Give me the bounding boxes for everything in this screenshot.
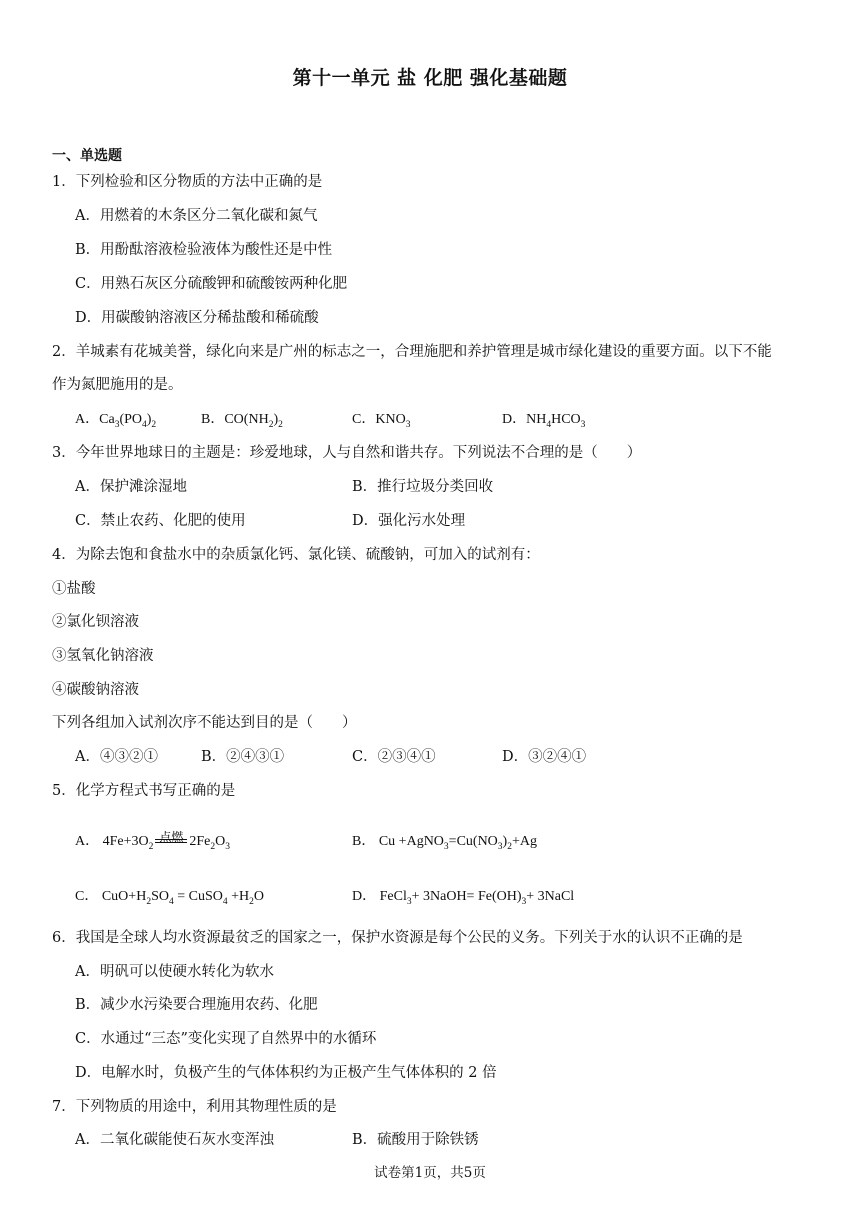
question-1-option-c[interactable]: C．用熟石灰区分硫酸钾和硫酸铵两种化肥 xyxy=(75,276,348,292)
question-5-option-a[interactable]: A． $4Fe+3O_2$ 点燃 $2Fe_2O_3$ xyxy=(75,830,231,852)
question-4-reagent-1: ①盐酸 xyxy=(52,581,96,597)
question-2-stem-line1: 2．羊城素有花城美誉，绿化向来是广州的标志之一，合理施肥和养护管理是城市绿化建设的重要方面。以下不能 xyxy=(52,344,772,360)
question-3-option-b[interactable]: B．推行垃圾分类回收 xyxy=(352,479,494,495)
question-4-reagent-2: ②氯化钡溶液 xyxy=(52,614,139,630)
question-3-option-c[interactable]: C．禁止农药、化肥的使用 xyxy=(75,513,246,529)
question-5-option-b[interactable]: B． $Cu +AgNO_3=Cu(NO_3)_2+Ag$ xyxy=(352,834,537,852)
page-title: 第十一单元 盐 化肥 强化基础题 xyxy=(292,67,568,89)
question-4-ask: 下列各组加入试剂次序不能达到目的是（ ） xyxy=(52,715,357,731)
question-6-option-d[interactable]: D．电解水时，负极产生的气体体积约为正极产生气体体积的 2 倍 xyxy=(75,1065,497,1081)
question-7-option-a[interactable]: A．二氧化碳能使石灰水变浑浊 xyxy=(75,1132,274,1148)
question-6-option-c[interactable]: C．水通过“三态”变化实现了自然界中的水循环 xyxy=(75,1031,377,1047)
question-5-option-d[interactable]: D． FeCl$_3$+ 3NaOH= $Fe(OH)_3+$ 3NaCl xyxy=(352,889,575,907)
question-7-option-b[interactable]: B．硫酸用于除铁锈 xyxy=(352,1132,479,1148)
question-4-option-b[interactable]: B．②④③① xyxy=(201,749,285,765)
question-6-stem: 6．我国是全球人均水资源最贫乏的国家之一，保护水资源是每个公民的义务。下列关于水的认识不正确的是 xyxy=(52,930,743,946)
question-4-option-c[interactable]: C．②③④① xyxy=(352,749,436,765)
question-7-stem: 7．下列物质的用途中，利用其物理性质的是 xyxy=(52,1099,337,1115)
question-2-option-c[interactable]: C．$KNO_3$ xyxy=(352,412,411,430)
question-1-stem: 1．下列检验和区分物质的方法中正确的是 xyxy=(52,174,323,190)
page-footer: 试卷第1页，共5页 xyxy=(374,1165,486,1181)
question-1-option-a[interactable]: A．用燃着的木条区分二氧化碳和氮气 xyxy=(75,208,318,224)
question-6-option-b[interactable]: B．减少水污染要合理施用农药、化肥 xyxy=(75,997,318,1013)
question-3-option-a[interactable]: A．保护滩涂湿地 xyxy=(75,479,187,495)
question-4-stem: 4．为除去饱和食盐水中的杂质氯化钙、氯化镁、硫酸钠，可加入的试剂有： xyxy=(52,547,540,563)
question-2-option-b[interactable]: B．$CO(NH_2)_2$ xyxy=(201,412,283,430)
question-6-option-a[interactable]: A．明矾可以使硬水转化为软水 xyxy=(75,964,274,980)
question-4-reagent-4: ④碳酸钠溶液 xyxy=(52,682,139,698)
question-3-option-d[interactable]: D．强化污水处理 xyxy=(352,513,466,529)
question-4-option-d[interactable]: D．③②④① xyxy=(502,749,587,765)
question-2-option-d[interactable]: D．$NH_4HCO_3$ xyxy=(502,412,586,430)
question-4-option-a[interactable]: A．④③②① xyxy=(75,749,158,765)
question-1-option-d[interactable]: D．用碳酸钠溶液区分稀盐酸和稀硫酸 xyxy=(75,310,319,326)
question-3-stem: 3．今年世界地球日的主题是：珍爱地球，人与自然和谐共存。下列说法不合理的是（ ） xyxy=(52,445,642,461)
section-heading: 一、单选题 xyxy=(52,148,122,164)
question-5-option-c[interactable]: C． $CuO+H_2SO_4$ = CuSO$_4$ $+H_2O$ xyxy=(75,889,264,907)
question-1-option-b[interactable]: B．用酚酞溶液检验液体为酸性还是中性 xyxy=(75,242,333,258)
question-2-stem-line2: 作为氮肥施用的是。 xyxy=(52,377,183,393)
question-2-option-a[interactable]: A．$Ca_3(PO_4)_2$ xyxy=(75,412,157,430)
question-5-stem: 5．化学方程式书写正确的是 xyxy=(52,783,236,799)
question-4-reagent-3: ③氢氧化钠溶液 xyxy=(52,648,154,664)
